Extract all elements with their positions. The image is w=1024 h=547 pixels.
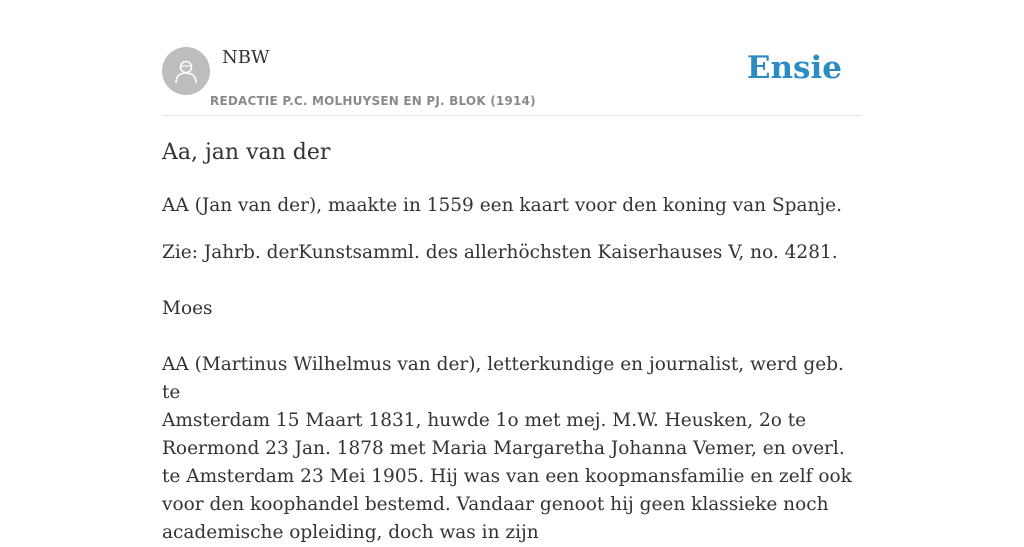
article-paragraph: Amsterdam 15 Maart 1831, huwde 1o met mej. M.W. Heusken, 2o te Roermond 23 Jan. 1878 met Maria Margaretha Johanna Vemer, en overl. te Amsterdam 23 Mei 1905. Hij was van een koopmansfamilie en zelf ook voor den koophandel bestemd. Vandaar genoot hij geen klassieke noch academische opleiding, doch was in zijn [162,410,852,543]
article-paragraph: AA (Martinus Wilhelmus van der), letterkundige en journalist, werd geb. te [162,354,844,403]
source-label: REDACTIE P.C. MOLHUYSEN EN PJ. BLOK (1914) [210,94,536,108]
article-paragraph: AA (Jan van der), maakte in 1559 een kaart voor den koning van Spanje. [162,195,842,216]
article-header [162,0,862,116]
user-icon [172,57,200,85]
author-name[interactable]: NBW [222,47,270,68]
article-card [162,0,862,543]
article-paragraph: Zie: Jahrb. derKunstsamml. des allerhöchsten Kaiserhauses V, no. 4281. [162,242,838,263]
article-title: Aa, jan van der [162,140,331,165]
brand-logo[interactable]: Ensie [746,50,842,86]
article-paragraph: Moes [162,298,213,319]
avatar[interactable] [162,47,210,95]
